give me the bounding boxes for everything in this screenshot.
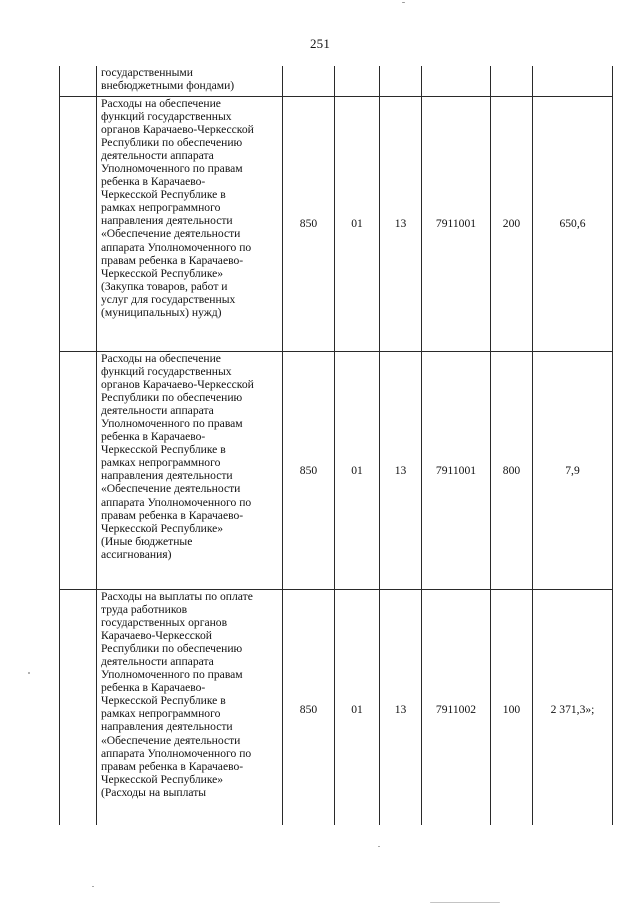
target-article-cell: 7911001 xyxy=(422,351,491,589)
description-cell: Расходы на обеспечение функций государственных органов Карачаево-Черкесской Республики по обеспечению деятельности аппарата Уполномоченного по правам ребенка в Карачаево- Черкесской Республике в рамках непрограммного направления деятельности «Обеспечение деятельности аппарата Уполномоченного по правам ребенка в Карачаево- Черкесской Республике» (Иные бюджетные ассигнования) xyxy=(97,351,283,589)
page-number: 251 xyxy=(309,36,331,51)
row-number-cell xyxy=(60,351,97,589)
scan-speck xyxy=(28,672,30,674)
scan-speck xyxy=(430,902,500,903)
description-cell: Расходы на обеспечение функций государственных органов Карачаево-Черкесской Республики по обеспечению деятельности аппарата Уполномоченного по правам ребенка в Карачаево- Черкесской Республике в рамках непрограммного направления деятельности «Обеспечение деятельности аппарата Уполномоченного по правам ребенка в Карачаево- Черкесской Республике» (Закупка товаров, работ и услуг для государственных (муниципальных) нужд) xyxy=(97,96,283,351)
amount-cell: 7,9 xyxy=(533,351,613,589)
code-cell xyxy=(283,66,335,96)
table-row xyxy=(60,96,613,351)
row-number-cell xyxy=(60,66,97,96)
expense-type-cell: 100 xyxy=(491,589,533,825)
amount-cell: 650,6 xyxy=(533,96,613,351)
table-row xyxy=(60,589,613,825)
table-row xyxy=(60,66,613,96)
section-cell: 01 xyxy=(335,589,380,825)
target-article-cell: 7911001 xyxy=(422,96,491,351)
scan-speck xyxy=(92,886,94,887)
section-cell: 01 xyxy=(335,96,380,351)
subsection-cell: 13 xyxy=(380,351,422,589)
row-number-cell xyxy=(60,589,97,825)
target-article-cell xyxy=(422,66,491,96)
row-number-cell xyxy=(60,96,97,351)
subsection-cell xyxy=(380,66,422,96)
code-cell: 850 xyxy=(283,589,335,825)
description-cell: Расходы на выплаты по оплате труда работников государственных органов Карачаево-Черкесской Республики по обеспечению деятельности аппарата Уполномоченного по правам ребенка в Карачаево- Черкесской Республике в рамках непрограммного направления деятельности «Обеспечение деятельности аппарата Уполномоченного по правам ребенка в Карачаево- Черкесской Республике» (Расходы на выплаты xyxy=(97,589,283,825)
amount-cell xyxy=(533,66,613,96)
subsection-cell: 13 xyxy=(380,96,422,351)
scan-speck xyxy=(402,2,405,3)
target-article-cell: 7911002 xyxy=(422,589,491,825)
table-row xyxy=(60,351,613,589)
section-cell: 01 xyxy=(335,351,380,589)
section-cell xyxy=(335,66,380,96)
code-cell: 850 xyxy=(283,351,335,589)
description-cell: государственными внебюджетными фондами) xyxy=(97,66,283,96)
budget-table xyxy=(59,66,613,825)
subsection-cell: 13 xyxy=(380,589,422,825)
expense-type-cell xyxy=(491,66,533,96)
scan-speck xyxy=(378,846,380,847)
expense-type-cell: 200 xyxy=(491,96,533,351)
code-cell: 850 xyxy=(283,96,335,351)
amount-cell: 2 371,3»; xyxy=(533,589,613,825)
expense-type-cell: 800 xyxy=(491,351,533,589)
